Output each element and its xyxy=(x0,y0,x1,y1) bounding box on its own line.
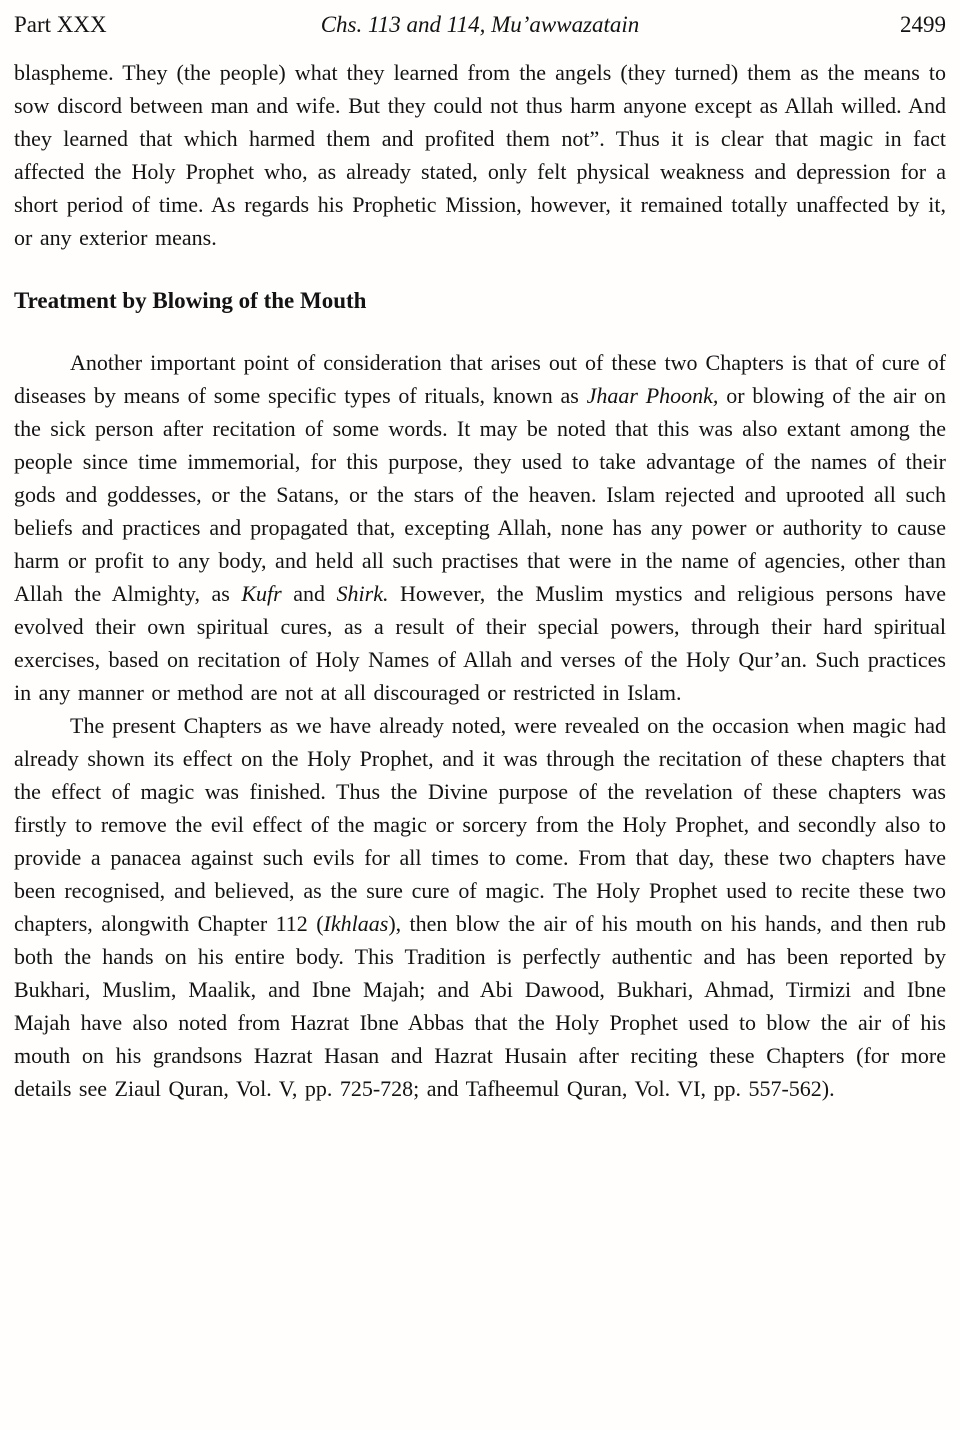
page-number: 2499 xyxy=(900,12,947,37)
text-run: However, the Muslim mystics and religious persons have evolved their own spiritual cures, as a result of their special powers, through their hard spiritual exercises, based on recitation of Holy Names of Allah and verses of the Holy Qur’an. Such practices in any manner or method are not at all discouraged or restricted in Islam. xyxy=(14,581,946,705)
italic-text-run: Kufr xyxy=(241,581,282,606)
text-run: and xyxy=(281,581,337,606)
italic-text-run: Jhaar Phoonk, xyxy=(586,383,719,408)
page-body xyxy=(14,56,946,1105)
paragraph xyxy=(14,346,946,709)
part-label: Part XXX xyxy=(14,12,107,37)
text-run: blaspheme. They (the people) what they learned from the angels (they turned) them as the means to sow discord between man and wife. But they could not thus harm anyone except as Allah willed. And they learned that which harmed them and profited them not”. Thus it is clear that magic in fact affected the Holy Prophet who, as already stated, only felt physical weakness and depression for a short period of time. As regards his Prophetic Mission, however, it remained totally unaffected by it, or any exterior means. xyxy=(14,60,946,250)
page-header xyxy=(14,10,946,40)
text-run: or blowing of the air on the sick person after recitation of some words. It may be noted that this was also extant among the people since time immemorial, for this purpose, they used to take advantage of the names of their gods and goddesses, or the Satans, or the stars of the heaven. Islam rejected and uprooted all such beliefs and practices and propagated that, excepting Allah, none has any power or authority to cause harm or profit to any body, and held all such practises that were in the name of agencies, other than Allah the Almighty, as xyxy=(14,383,946,606)
italic-text-run: Shirk. xyxy=(336,581,389,606)
paragraph xyxy=(14,56,946,254)
italic-text-run: Ikhlaas xyxy=(323,911,389,936)
running-title: Chs. 113 and 114, Mu’awwazatain xyxy=(320,12,640,37)
paragraph xyxy=(14,709,946,1105)
text-run: The present Chapters as we have already noted, were revealed on the occasion when magic had already shown its effect on the Holy Prophet, and it was through the recitation of these chapters that the effect of magic was finished. Thus the Divine purpose of the revelation of these chapters was firstly to remove the evil effect of the magic or sorcery from the Holy Prophet, and secondly also to provide a panacea against such evils for all times to come. From that day, these two chapters have been recognised, and believed, as the sure cure of magic. The Holy Prophet used to recite these two chapters, alongwith Chapter 112 ( xyxy=(14,713,946,936)
text-run: ), then blow the air of his mouth on his hands, and then rub both the hands on his entire body. This Tradition is perfectly authentic and has been reported by Bukhari, Muslim, Maalik, and Ibne Majah; and Abi Dawood, Bukhari, Ahmad, Tirmizi and Ibne Majah have also noted from Hazrat Ibne Abbas that the Holy Prophet used to blow the air of his mouth on his grandsons Hazrat Hasan and Hazrat Husain after reciting these Chapters (for more details see Ziaul Quran, Vol. V, pp. 725-728; and Tafheemul Quran, Vol. VI, pp. 557-562). xyxy=(14,911,946,1101)
text-run: Another important point of consideration that arises out of these two Chapters is that of cure of diseases by means of some specific types of rituals, known as xyxy=(14,350,946,408)
section-heading: Treatment by Blowing of the Mouth xyxy=(14,288,367,313)
